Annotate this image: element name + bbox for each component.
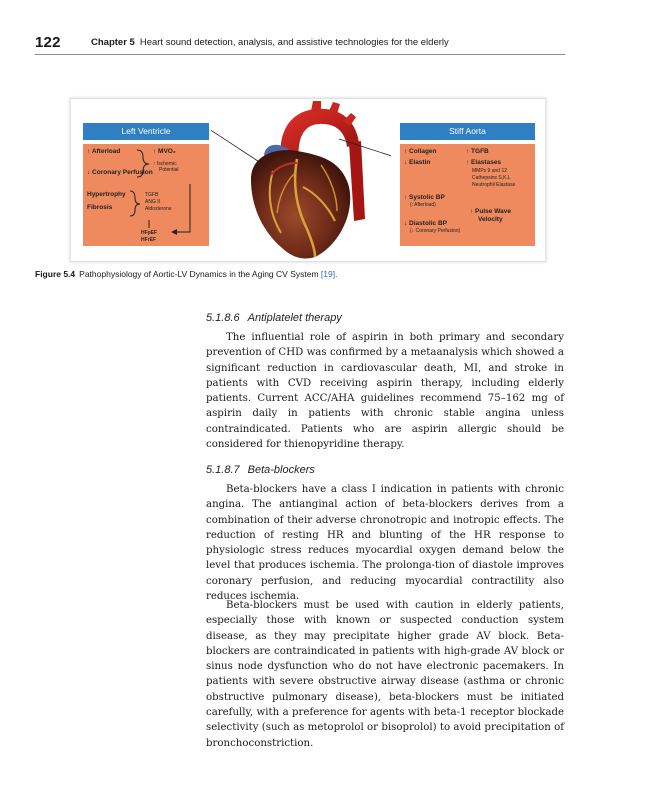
figure-reference-link[interactable]: [19]. [320, 269, 338, 279]
left-ventricle-body [83, 144, 209, 246]
stiff-aorta-title: Stiff Aorta [400, 123, 535, 140]
chapter-title: Heart sound detection, analysis, and assistive technologies for the elderly [139, 37, 449, 48]
left-ventricle-panel [83, 123, 209, 246]
lv-hfpef: HFpEF [141, 230, 158, 236]
lv-aldosterone: Aldosterone [145, 206, 172, 212]
figure-5-4 [70, 98, 546, 262]
lv-mvo2: ↑ MVO₂ [153, 148, 176, 155]
figure-caption-text: Pathophysiology of Aortic-LV Dynamics in the Aging CV System [79, 269, 319, 279]
sa-collagen: ↑ Collagen [404, 148, 437, 155]
section-heading-antiplatelet [206, 312, 342, 324]
left-ventricle-title: Left Ventricle [83, 123, 209, 140]
lv-hypertrophy: Hypertrophy [87, 191, 126, 198]
sa-pulse-wave: ↑ Pulse Wave [470, 208, 511, 215]
sa-tgfb: ↑ TGFB [466, 148, 489, 155]
lv-potential: Potential [159, 167, 179, 173]
sa-elastin: ↓ Elastin [404, 159, 431, 166]
figure-label: Figure 5.4 [35, 269, 76, 279]
sa-cathepsins: Cathepsins S,K,L [472, 175, 511, 181]
lv-ang-ii: ANG II [145, 199, 161, 205]
lv-ischemic: ↑ Ischemic [153, 161, 177, 167]
lv-fibrosis: Fibrosis [87, 204, 113, 211]
page-number: 122 [35, 34, 61, 51]
section-title: Antiplatelet therapy [247, 312, 342, 324]
paragraph-antiplatelet: The influential role of aspirin in both primary and secondary prevention of CHD was confirmed by a metaanalysis which showed a significant reduction in cardiovascular death, MI, and stroke in patients with CVD receiving aspirin therapy, including elderly patients. Current ACC/AHA guidelines recommend 75–162 mg of aspirin daily in patients with chronic stable angina unless contraindicated. Patients who are aspirin allergic should be considered for thienopyridine therapy. [206, 332, 564, 451]
section-title: Beta-blockers [247, 464, 315, 476]
section-number: 5.1.8.6 [206, 312, 240, 324]
heart-illustration [211, 101, 391, 261]
chapter-label: Chapter 5 [91, 37, 135, 48]
running-header [35, 34, 565, 55]
sa-systolic-sub: (↑Afterload) [410, 202, 436, 208]
figure-caption [35, 269, 337, 279]
sa-diastolic-bp: ↓ Diastolic BP [404, 220, 447, 227]
sa-diastolic-sub: (↓ Coronary Perfusion) [410, 228, 461, 234]
paragraph-beta-blockers-2: Beta-blockers must be used with caution in elderly patients, especially those with known or suspected conduction system disease, as they may precipitate higher grade AV block. Beta-blockers are contraindicated in patients with high-grade AV block or sinus node dysfunction who do not have electronic pacemakers. In patients with severe obstructive airway disease (asthma or chronic obstructive pulmonary disease), beta-blockers must be initiated carefully, with a preference for agents with beta-1 receptor blockade selectivity (such as metoprolol or bisoprolol) to avoid precipitation of bronchoconstriction. [206, 600, 564, 749]
stiff-aorta-panel [400, 123, 535, 246]
lv-coronary-perfusion: ↓ Coronary Perfusion [87, 169, 153, 176]
sa-mmps: MMPs 9 and 12 [472, 168, 508, 174]
lv-hfref: HFrEF [141, 237, 156, 243]
section-number: 5.1.8.7 [206, 464, 240, 476]
sa-systolic-bp: ↑ Systolic BP [404, 194, 445, 201]
stiff-aorta-body [400, 144, 535, 246]
lv-afterload: ↑ Afterload [87, 148, 121, 155]
lv-tgfb: TGFB [145, 192, 159, 198]
sa-velocity: Velocity [478, 216, 503, 223]
sa-elastases: ↑ Elastases [466, 159, 502, 166]
sa-neutrophil: Neutrophil Elastase [472, 182, 516, 188]
section-heading-beta-blockers [206, 464, 315, 476]
chapter-heading [91, 37, 449, 48]
paragraph-beta-blockers-1: Beta-blockers have a class I indication in patients with chronic angina. The antianginal action of beta-blockers derives from a combination of their adverse chronotropic and inotropic effects. The reduction of resting HR and blunting of the HR response to physiologic stress reduces myocardial oxygen demand below the level that produces ischemia. The prolonga-tion of diastole improves coronary perfusion, and reducing myocardial contractility also reduces ischemia. [206, 484, 564, 603]
